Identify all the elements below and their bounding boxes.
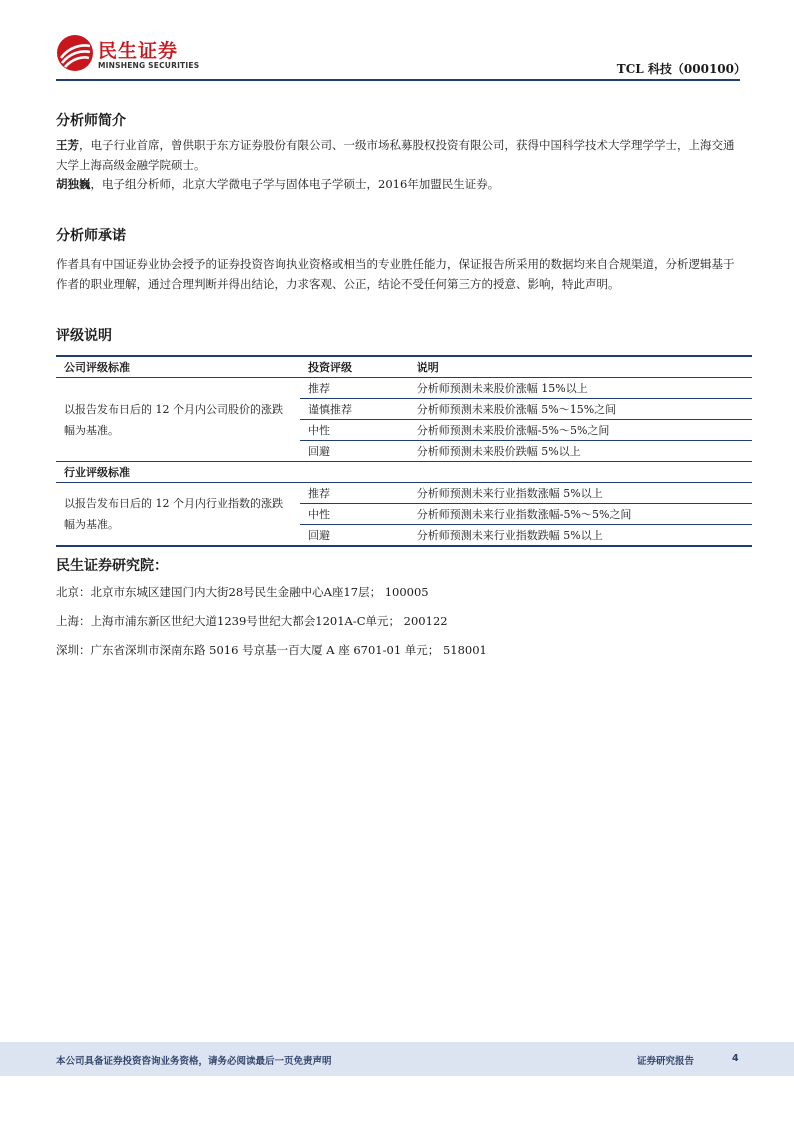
address-beijing: 北京：北京市东城区建国门内大街28号民生金融中心A座17层； 100005 [56, 585, 429, 599]
page-header [0, 0, 794, 82]
rating-desc: 分析师预测未来股价涨幅-5%～5%之间 [409, 420, 752, 441]
rating-desc: 分析师预测未来行业指数涨幅-5%～5%之间 [409, 504, 752, 525]
industry-standard-label: 行业评级标准 [56, 462, 300, 483]
rating-desc: 分析师预测未来行业指数涨幅 5%以上 [409, 483, 752, 504]
address-shanghai: 上海：上海市浦东新区世纪大道1239号世纪大都会1201A-C单元； 200122 [56, 614, 448, 628]
rating-desc: 分析师预测未来股价跌幅 5%以上 [409, 441, 752, 462]
analyst-bio-text: ，电子行业首席，曾供职于东方证券股份有限公司、一级市场私募股权投资有限公司，获得中国科学技术大学理学学士，上海交通大学上海高级金融学院硕士。 [56, 138, 735, 172]
logo-chinese-name: 民生证券 [98, 40, 179, 62]
footer-disclaimer: 本公司具备证券投资咨询业务资格，请务必阅读最后一页免责声明 [56, 1056, 332, 1067]
report-title: TCL 科技（000100） [616, 62, 746, 76]
table-row [56, 483, 752, 504]
header-divider [56, 79, 740, 81]
commitment-heading: 分析师承诺 [56, 228, 126, 244]
rating-table [56, 355, 752, 547]
rating-value: 回避 [300, 441, 409, 462]
rating-value: 回避 [300, 525, 409, 547]
rating-value: 谨慎推荐 [300, 399, 409, 420]
rating-desc: 分析师预测未来股价涨幅 5%～15%之间 [409, 399, 752, 420]
footer-doc-type: 证券研究报告 [637, 1056, 695, 1067]
col-standard: 公司评级标准 [56, 356, 300, 378]
rating-desc: 分析师预测未来股价涨幅 15%以上 [409, 378, 752, 399]
rating-value: 中性 [300, 420, 409, 441]
company-basis: 以报告发布日后的 12 个月内公司股价的涨跌幅为基准。 [56, 378, 300, 462]
rating-value: 推荐 [300, 483, 409, 504]
analysts-heading: 分析师简介 [56, 113, 126, 129]
page-footer [0, 1042, 794, 1076]
analyst-bio-1 [56, 135, 740, 175]
col-rating: 投资评级 [300, 356, 409, 378]
address-shenzhen: 深圳：广东省深圳市深南东路 5016 号京基一百大厦 A 座 6701-01 单元； 518001 [56, 643, 487, 657]
rating-value: 中性 [300, 504, 409, 525]
analyst-name: 王芳 [56, 138, 79, 152]
table-header-row [56, 356, 752, 378]
col-description: 说明 [409, 356, 752, 378]
industry-section-row [56, 462, 752, 483]
table-row [56, 378, 752, 399]
rating-value: 推荐 [300, 378, 409, 399]
industry-basis: 以报告发布日后的 12 个月内行业指数的涨跌幅为基准。 [56, 483, 300, 547]
minsheng-logo [56, 34, 206, 76]
analyst-bio-2 [56, 174, 740, 194]
rating-desc: 分析师预测未来行业指数跌幅 5%以上 [409, 525, 752, 547]
institute-heading: 民生证券研究院： [56, 558, 168, 574]
analyst-bio-text: ，电子组分析师，北京大学微电子学与固体电子学硕士，2016年加盟民生证券。 [90, 177, 500, 191]
page-number: 4 [732, 1053, 739, 1064]
commitment-text: 作者具有中国证券业协会授予的证券投资咨询执业资格或相当的专业胜任能力，保证报告所采用的数据均来自合规渠道，分析逻辑基于作者的职业理解，通过合理判断并得出结论，力求客观、公正，结论不受任何第三方的授意、影响，特此声明。 [56, 257, 735, 291]
analyst-name: 胡独巍 [56, 177, 91, 191]
logo-english-name: MINSHENG SECURITIES [98, 61, 200, 70]
rating-heading: 评级说明 [56, 328, 112, 344]
minsheng-logo-icon [56, 34, 94, 72]
